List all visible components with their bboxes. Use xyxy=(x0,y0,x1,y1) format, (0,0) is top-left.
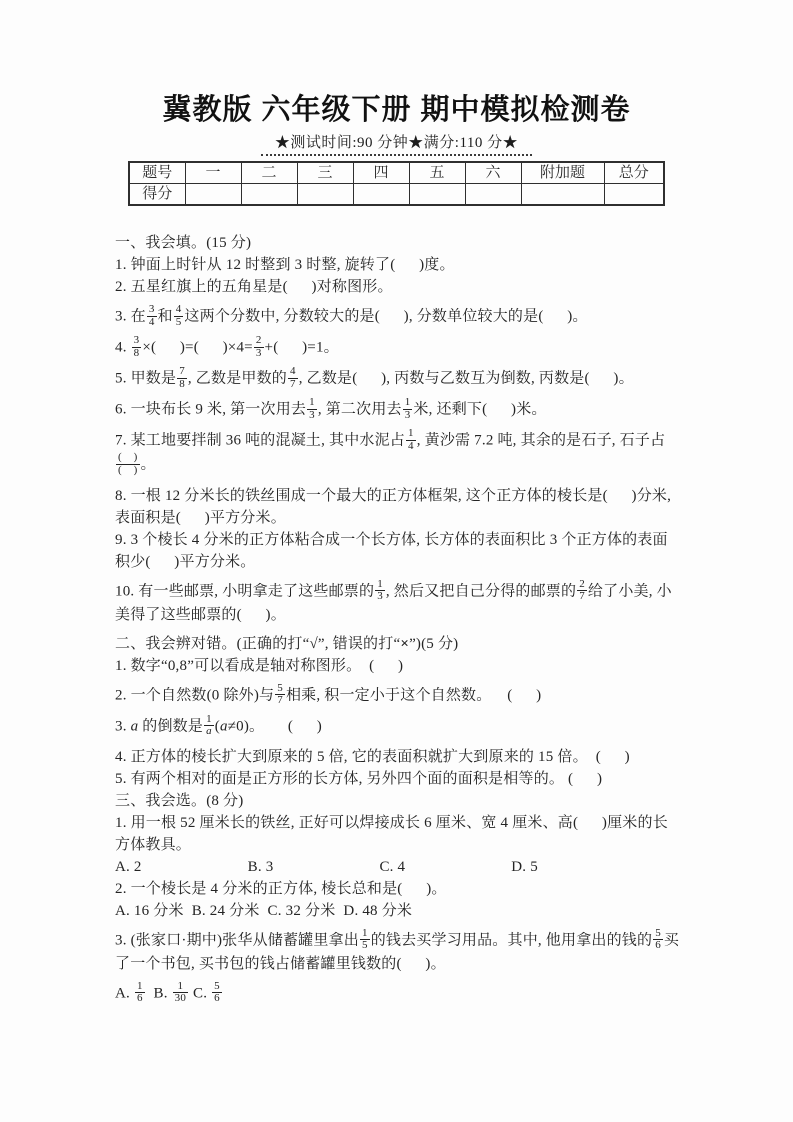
text-run: 1. 钟面上时针从 12 时整到 3 时整, 旋转了( )度。 xyxy=(115,257,455,273)
text-run: D. 48 分米 xyxy=(343,902,413,919)
score-table-header-cell: 四 xyxy=(353,162,409,184)
score-cell xyxy=(297,184,353,206)
text-run: 8. 一根 12 分米长的铁丝围成一个最大的正方体框架, 这个正方体的棱长是( )分米, 表面积是( )平方分米。 xyxy=(115,487,675,526)
text-run: ”)(5 分) xyxy=(409,635,459,652)
question-line xyxy=(115,655,680,677)
text-run: 3. (张家口·期中)张华从储蓄罐里拿出 xyxy=(115,932,359,949)
fraction: $\frac{5}{7}$ xyxy=(277,681,283,707)
text-run: a xyxy=(130,718,139,735)
text-run: 6. 一块布长 9 米, 第一次用去 xyxy=(115,401,307,418)
score-cell xyxy=(353,184,409,206)
text-run: a xyxy=(219,718,228,735)
text-run: × xyxy=(400,635,410,652)
text-run: 9. 3 个棱长 4 分米的正方体粘合成一个长方体, 长方体的表面积比 3 个正方体的表面积少( )平方分米。 xyxy=(115,531,668,570)
text-run: 4. xyxy=(115,339,131,356)
text-run: 2. 一个自然数(0 除外)与 xyxy=(115,687,275,704)
question-line xyxy=(115,681,680,708)
score-table-header-cell: 六 xyxy=(465,162,521,184)
fraction: $\frac{1}{6}$ xyxy=(136,979,143,1005)
text-run: 4. 正方体的棱长扩大到原来的 5 倍, 它的表面积就扩大到原来的 15 倍。 ( ) xyxy=(115,748,630,765)
text-run: , 然后又把自己分得的邮票的 xyxy=(385,583,577,600)
text-run: 买了一个书包, 买书包的钱占储蓄罐里钱数的( )。 xyxy=(115,932,680,972)
text-run: A. xyxy=(115,985,134,1002)
text-run: 和 xyxy=(157,308,173,325)
question-line xyxy=(115,529,680,573)
tab-space xyxy=(405,870,511,871)
score-cell xyxy=(521,184,604,206)
fraction: $\frac{( )}{( )}$ xyxy=(118,451,138,477)
fraction: $\frac{4}{7}$ xyxy=(290,365,296,390)
exam-body xyxy=(115,232,680,1006)
text-run: 5. 有两个相对的面是正方形的长方体, 另外四个面的面积是相等的。 ( ) xyxy=(115,770,603,787)
text-run: , 第二次用去 xyxy=(317,401,402,418)
text-run: ≠0)。 ( ) xyxy=(227,718,323,735)
fraction: $\frac{1}{30}$ xyxy=(174,979,187,1005)
score-table-header-cell: 三 xyxy=(297,162,353,184)
fraction: $\frac{3}{4}$ xyxy=(148,303,155,328)
tab-space xyxy=(142,870,248,871)
question-line xyxy=(115,398,680,422)
text-run: 3. xyxy=(115,718,131,735)
fraction: $\frac{1}{5}$ xyxy=(362,926,368,952)
question-line xyxy=(115,712,680,739)
score-cell xyxy=(465,184,521,206)
score-row-label: 得分 xyxy=(129,184,185,206)
fraction: $\frac{5}{6}$ xyxy=(214,979,220,1005)
text-run: D. 5 xyxy=(511,858,538,875)
question-line xyxy=(115,254,680,276)
text-run: 1. 数字“0,8”可以看成是轴对称图形。 ( ) xyxy=(115,657,404,674)
fraction: $\frac{1}{4}$ xyxy=(408,427,414,452)
score-cell xyxy=(409,184,465,206)
section-1 xyxy=(115,232,680,626)
text-run: 一、我会填。(15 分) xyxy=(115,235,252,251)
text-run: 米, 还剩下( )米。 xyxy=(413,401,547,418)
tab-space xyxy=(273,870,379,871)
question-line xyxy=(115,367,680,391)
score-table-header-cell: 二 xyxy=(241,162,297,184)
score-cell xyxy=(604,184,664,206)
fraction: $\frac{1}{3}$ xyxy=(404,396,411,421)
tab-space xyxy=(260,914,268,915)
question-line xyxy=(115,768,680,790)
text-run: 1. 用一根 52 厘米长的铁丝, 正好可以焊接成长 6 厘米、宽 4 厘米、高( )厘米的长方体教具。 xyxy=(115,814,668,853)
fraction: $\frac{1}{a}$ xyxy=(206,712,212,738)
subtitle-wrap xyxy=(0,131,793,156)
score-cell xyxy=(241,184,297,206)
section-heading xyxy=(115,633,680,655)
question-line xyxy=(115,336,680,360)
text-run: 二、我会辨对错。(正确的打“√”, 错误的打“ xyxy=(115,635,401,652)
question-line xyxy=(115,305,680,329)
text-run: A. 2 xyxy=(115,858,142,875)
fraction: $\frac{1}{3}$ xyxy=(309,396,315,421)
question-line xyxy=(115,878,680,900)
text-run: B. 24 分米 xyxy=(191,902,260,919)
text-run: ( xyxy=(214,718,220,735)
fraction: $\frac{4}{5}$ xyxy=(175,303,182,328)
section-2 xyxy=(115,633,680,790)
score-table-header-cell: 附加题 xyxy=(521,162,604,184)
text-run: 的钱去买学习用品。其中, 他用拿出的钱的 xyxy=(370,932,653,949)
text-run: 2. 五星红旗上的五角星是( )对称图形。 xyxy=(115,279,393,295)
question-line xyxy=(115,979,680,1006)
text-run: 2. 一个棱长是 4 分米的正方体, 棱长总和是( )。 xyxy=(115,880,447,897)
section-3 xyxy=(115,790,680,1006)
fraction: $\frac{2}{7}$ xyxy=(579,577,585,603)
score-table-header-cell: 总分 xyxy=(604,162,664,184)
text-run: , 乙数是( ), 丙数与乙数互为倒数, 丙数是( )。 xyxy=(298,370,634,387)
fraction: $\frac{3}{8}$ xyxy=(133,334,140,359)
question-line xyxy=(115,746,680,768)
text-run: , 乙数是甲数的 xyxy=(187,370,288,387)
text-run: 。 xyxy=(140,456,156,473)
text-run: , 黄沙需 7.2 吨, 其余的是石子, 石子占 xyxy=(416,432,666,449)
text-run: 3. 在 xyxy=(115,308,146,325)
text-run: +( )=1。 xyxy=(264,339,339,356)
question-line xyxy=(115,926,680,975)
question-line xyxy=(115,276,680,298)
text-run: 5. 甲数是 xyxy=(115,370,177,387)
score-cell xyxy=(185,184,241,206)
question-line xyxy=(115,812,680,856)
text-run: B. 3 xyxy=(247,858,274,875)
exam-subtitle: ★测试时间:90 分钟★满分:110 分★ xyxy=(261,131,532,156)
question-line xyxy=(115,856,680,878)
text-run: C. 4 xyxy=(379,858,406,875)
page-title: 冀教版 六年级下册 期中模拟检测卷 xyxy=(162,94,631,126)
fraction: $\frac{7}{8}$ xyxy=(179,365,185,390)
tab-space xyxy=(184,914,192,915)
text-run: C. 32 分米 xyxy=(267,902,336,919)
score-table-header-row xyxy=(129,162,664,184)
text-run: 给了小美, 小美得了这些邮票的( )。 xyxy=(115,583,672,623)
text-run: 的倒数是 xyxy=(138,718,204,735)
fraction: $\frac{1}{3}$ xyxy=(377,577,383,603)
score-table xyxy=(128,161,665,206)
text-run: 三、我会选。(8 分) xyxy=(115,792,244,809)
question-line xyxy=(115,429,680,477)
text-run: B. xyxy=(145,985,172,1002)
score-table-header-cell: 一 xyxy=(185,162,241,184)
text-run: 7. 某工地要拌制 36 吨的混凝土, 其中水泥占 xyxy=(115,432,406,449)
section-heading xyxy=(115,790,680,812)
text-run: ×( )=( )×4= xyxy=(142,339,253,356)
score-table-header-cell: 五 xyxy=(409,162,465,184)
fraction: $\frac{2}{3}$ xyxy=(255,334,262,359)
question-line xyxy=(115,577,680,626)
text-run: C. xyxy=(189,985,212,1002)
question-line xyxy=(115,900,680,922)
text-run: 这两个分数中, 分数较大的是( ), 分数单位较大的是( )。 xyxy=(184,308,588,325)
fraction: $\frac{5}{6}$ xyxy=(655,926,661,952)
text-run: 10. 有一些邮票, 小明拿走了这些邮票的 xyxy=(115,583,375,600)
text-run: 相乘, 积一定小于这个自然数。 ( ) xyxy=(285,687,542,704)
score-table-header-cell: 题号 xyxy=(129,162,185,184)
text-run: A. 16 分米 xyxy=(115,902,184,919)
section-heading xyxy=(115,232,680,254)
question-line xyxy=(115,485,680,529)
score-table-score-row xyxy=(129,184,664,206)
